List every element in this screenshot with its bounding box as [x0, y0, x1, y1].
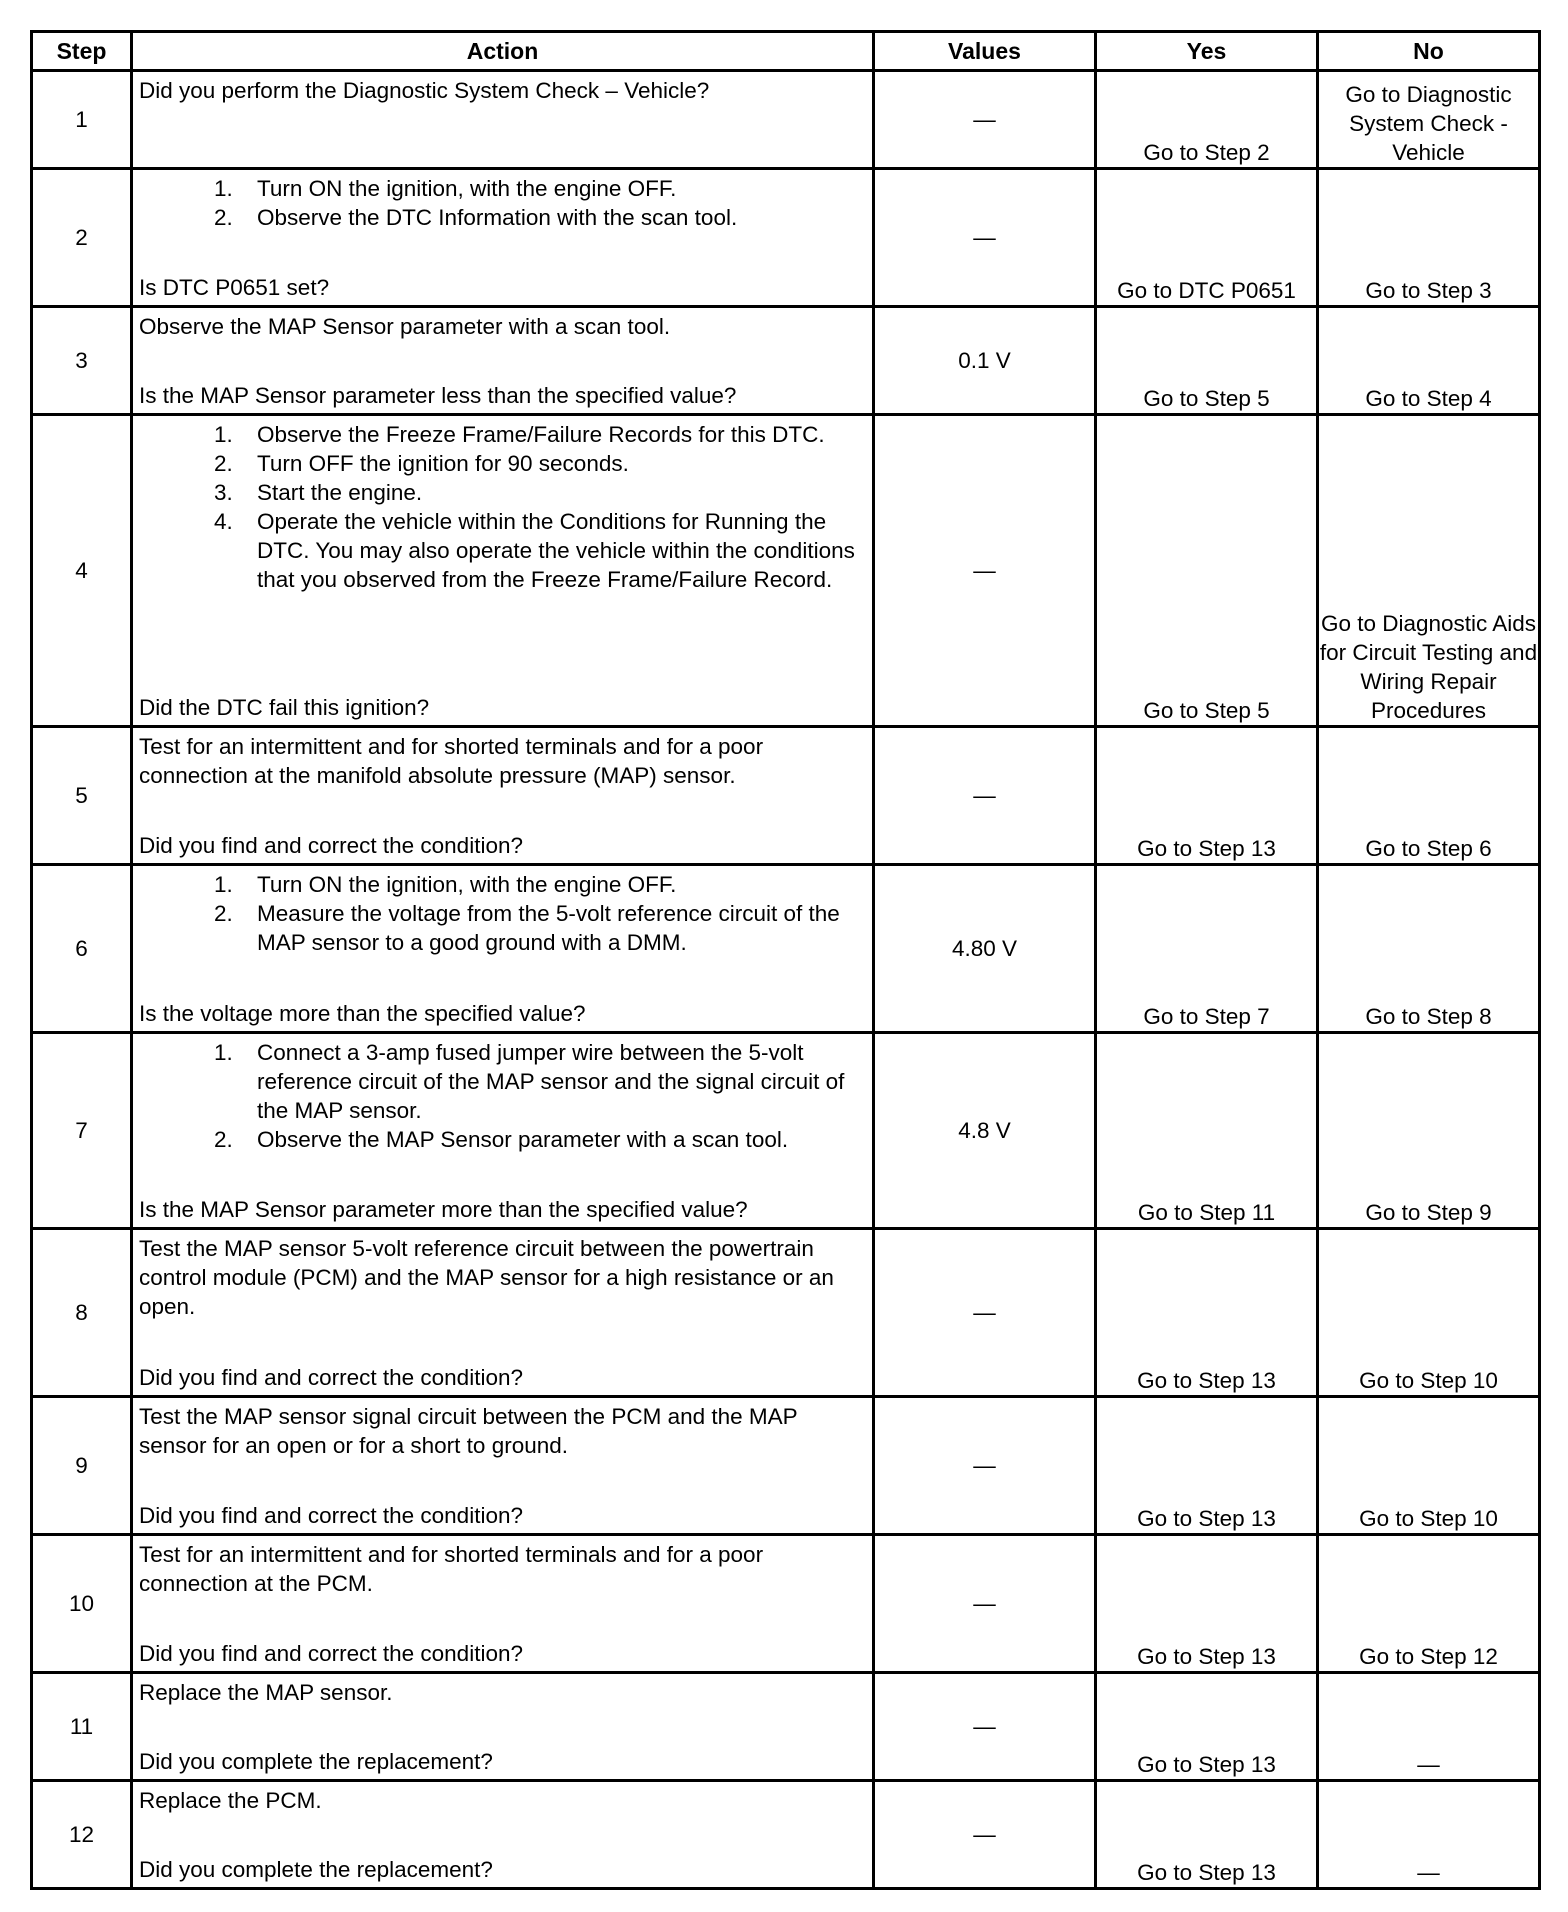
step-number: 5	[32, 727, 132, 865]
step-number: 11	[32, 1673, 132, 1781]
instruction-text: Test the MAP sensor signal circuit between the PCM and the MAP sensor for an open or for a short to ground.	[139, 1404, 798, 1458]
action-instructions	[139, 420, 866, 594]
action-instructions	[139, 1402, 866, 1460]
numbered-step: 1. Turn ON the ignition, with the engine OFF.	[239, 870, 866, 899]
step-number: 3	[32, 307, 132, 415]
action-instructions	[139, 1540, 866, 1598]
header-no: No	[1318, 32, 1540, 71]
step-number: 9	[32, 1397, 132, 1535]
yes-cell: Go to Step 13	[1096, 1673, 1318, 1781]
action-question: Is DTC P0651 set?	[139, 275, 330, 300]
step-number: 8	[32, 1229, 132, 1397]
instruction-text: Test for an intermittent and for shorted terminals and for a poor connection at the PCM.	[139, 1542, 764, 1596]
action-instructions	[139, 312, 866, 341]
numbered-step: 1. Connect a 3-amp fused jumper wire between the 5-volt reference circuit of the MAP sensor and the signal circuit of the MAP sensor.	[239, 1038, 866, 1125]
numbered-steps-list	[139, 420, 866, 594]
no-cell: Go to Step 3	[1318, 169, 1540, 307]
numbered-step: 1. Observe the Freeze Frame/Failure Records for this DTC.	[239, 420, 866, 449]
yes-cell: Go to Step 5	[1096, 415, 1318, 727]
action-question: Is the MAP Sensor parameter more than the specified value?	[139, 1197, 748, 1222]
header-values: Values	[874, 32, 1096, 71]
yes-cell: Go to Step 13	[1096, 1229, 1318, 1397]
table-row	[32, 415, 1540, 727]
header-step: Step	[32, 32, 132, 71]
no-cell: Go to Step 6	[1318, 727, 1540, 865]
yes-cell: Go to Step 2	[1096, 71, 1318, 169]
instruction-text: Test the MAP sensor 5-volt reference circuit between the powertrain control module (PCM) and the MAP sensor for a high resistance or an open.	[139, 1236, 834, 1319]
header-action: Action	[132, 32, 874, 71]
step-number: 12	[32, 1781, 132, 1889]
instruction-text: Replace the PCM.	[139, 1788, 322, 1813]
action-cell	[132, 865, 874, 1033]
yes-cell: Go to Step 13	[1096, 727, 1318, 865]
table-row	[32, 1535, 1540, 1673]
action-cell	[132, 1033, 874, 1229]
action-question: Did you find and correct the condition?	[139, 1503, 523, 1528]
action-question: Is the voltage more than the specified value?	[139, 1001, 586, 1026]
value-cell: —	[874, 169, 1096, 307]
value-cell: 0.1 V	[874, 307, 1096, 415]
table-row	[32, 1781, 1540, 1889]
numbered-step: 3. Start the engine.	[239, 478, 866, 507]
table-row	[32, 71, 1540, 169]
action-cell	[132, 1229, 874, 1397]
numbered-step: 2. Measure the voltage from the 5-volt reference circuit of the MAP sensor to a good ground with a DMM.	[239, 899, 866, 957]
no-cell: Go to Step 10	[1318, 1229, 1540, 1397]
action-question: Did you complete the replacement?	[139, 1749, 493, 1774]
action-cell	[132, 1781, 874, 1889]
table-row	[32, 1229, 1540, 1397]
value-cell: —	[874, 415, 1096, 727]
no-cell: —	[1318, 1781, 1540, 1889]
yes-cell: Go to Step 5	[1096, 307, 1318, 415]
action-cell	[132, 1397, 874, 1535]
action-cell	[132, 169, 874, 307]
action-question: Did you find and correct the condition?	[139, 1641, 523, 1666]
step-number: 10	[32, 1535, 132, 1673]
yes-cell: Go to DTC P0651	[1096, 169, 1318, 307]
action-question: Did you complete the replacement?	[139, 1857, 493, 1882]
value-cell: —	[874, 1781, 1096, 1889]
value-cell: —	[874, 71, 1096, 169]
numbered-step: 4. Operate the vehicle within the Conditions for Running the DTC. You may also operate the vehicle within the conditions that you observed from the Freeze Frame/Failure Record.	[239, 507, 866, 594]
instruction-text: Observe the MAP Sensor parameter with a scan tool.	[139, 314, 671, 339]
action-instructions	[139, 1038, 866, 1154]
action-question: Did you find and correct the condition?	[139, 1365, 523, 1390]
numbered-step: 2. Observe the DTC Information with the scan tool.	[239, 203, 866, 232]
value-cell: 4.80 V	[874, 865, 1096, 1033]
value-cell: —	[874, 727, 1096, 865]
value-cell: —	[874, 1535, 1096, 1673]
yes-cell: Go to Step 11	[1096, 1033, 1318, 1229]
action-instructions	[139, 870, 866, 957]
numbered-step: 1. Turn ON the ignition, with the engine OFF.	[239, 174, 866, 203]
action-cell	[132, 415, 874, 727]
table-row	[32, 1397, 1540, 1535]
no-cell: Go to Step 12	[1318, 1535, 1540, 1673]
header-yes: Yes	[1096, 32, 1318, 71]
no-cell: Go to Step 9	[1318, 1033, 1540, 1229]
action-instructions	[139, 76, 866, 105]
step-number: 4	[32, 415, 132, 727]
action-question: Did you find and correct the condition?	[139, 833, 523, 858]
action-question: Is the MAP Sensor parameter less than the specified value?	[139, 383, 737, 408]
yes-cell: Go to Step 13	[1096, 1397, 1318, 1535]
action-instructions	[139, 732, 866, 790]
step-number: 7	[32, 1033, 132, 1229]
no-cell: Go to Step 10	[1318, 1397, 1540, 1535]
header-row	[32, 32, 1540, 71]
table-row	[32, 1673, 1540, 1781]
table-row	[32, 727, 1540, 865]
action-question: Did the DTC fail this ignition?	[139, 695, 430, 720]
table-row	[32, 865, 1540, 1033]
action-instructions	[139, 1234, 866, 1321]
value-cell: 4.8 V	[874, 1033, 1096, 1229]
instruction-text: Did you perform the Diagnostic System Check – Vehicle?	[139, 78, 710, 103]
step-number: 1	[32, 71, 132, 169]
no-cell: Go to Step 8	[1318, 865, 1540, 1033]
table-row	[32, 1033, 1540, 1229]
table-row	[32, 307, 1540, 415]
yes-cell: Go to Step 7	[1096, 865, 1318, 1033]
numbered-steps-list	[139, 870, 866, 957]
value-cell: —	[874, 1673, 1096, 1781]
action-instructions	[139, 1678, 866, 1707]
action-cell	[132, 727, 874, 865]
numbered-steps-list	[139, 1038, 866, 1154]
no-cell: Go to Diagnostic System Check - Vehicle	[1318, 71, 1540, 169]
numbered-steps-list	[139, 174, 866, 232]
action-cell	[132, 71, 874, 169]
value-cell: —	[874, 1229, 1096, 1397]
action-instructions	[139, 1786, 866, 1815]
step-number: 2	[32, 169, 132, 307]
action-cell	[132, 1673, 874, 1781]
diagnostic-table	[30, 30, 1541, 1890]
table-row	[32, 169, 1540, 307]
no-cell: Go to Diagnostic Aids for Circuit Testing and Wiring Repair Procedures	[1318, 415, 1540, 727]
action-cell	[132, 307, 874, 415]
instruction-text: Test for an intermittent and for shorted terminals and for a poor connection at the manifold absolute pressure (MAP) sensor.	[139, 734, 764, 788]
instruction-text: Replace the MAP sensor.	[139, 1680, 393, 1705]
yes-cell: Go to Step 13	[1096, 1535, 1318, 1673]
no-cell: —	[1318, 1673, 1540, 1781]
action-cell	[132, 1535, 874, 1673]
numbered-step: 2. Turn OFF the ignition for 90 seconds.	[239, 449, 866, 478]
numbered-step: 2. Observe the MAP Sensor parameter with a scan tool.	[239, 1125, 866, 1154]
yes-cell: Go to Step 13	[1096, 1781, 1318, 1889]
value-cell: —	[874, 1397, 1096, 1535]
step-number: 6	[32, 865, 132, 1033]
no-cell: Go to Step 4	[1318, 307, 1540, 415]
action-instructions	[139, 174, 866, 232]
